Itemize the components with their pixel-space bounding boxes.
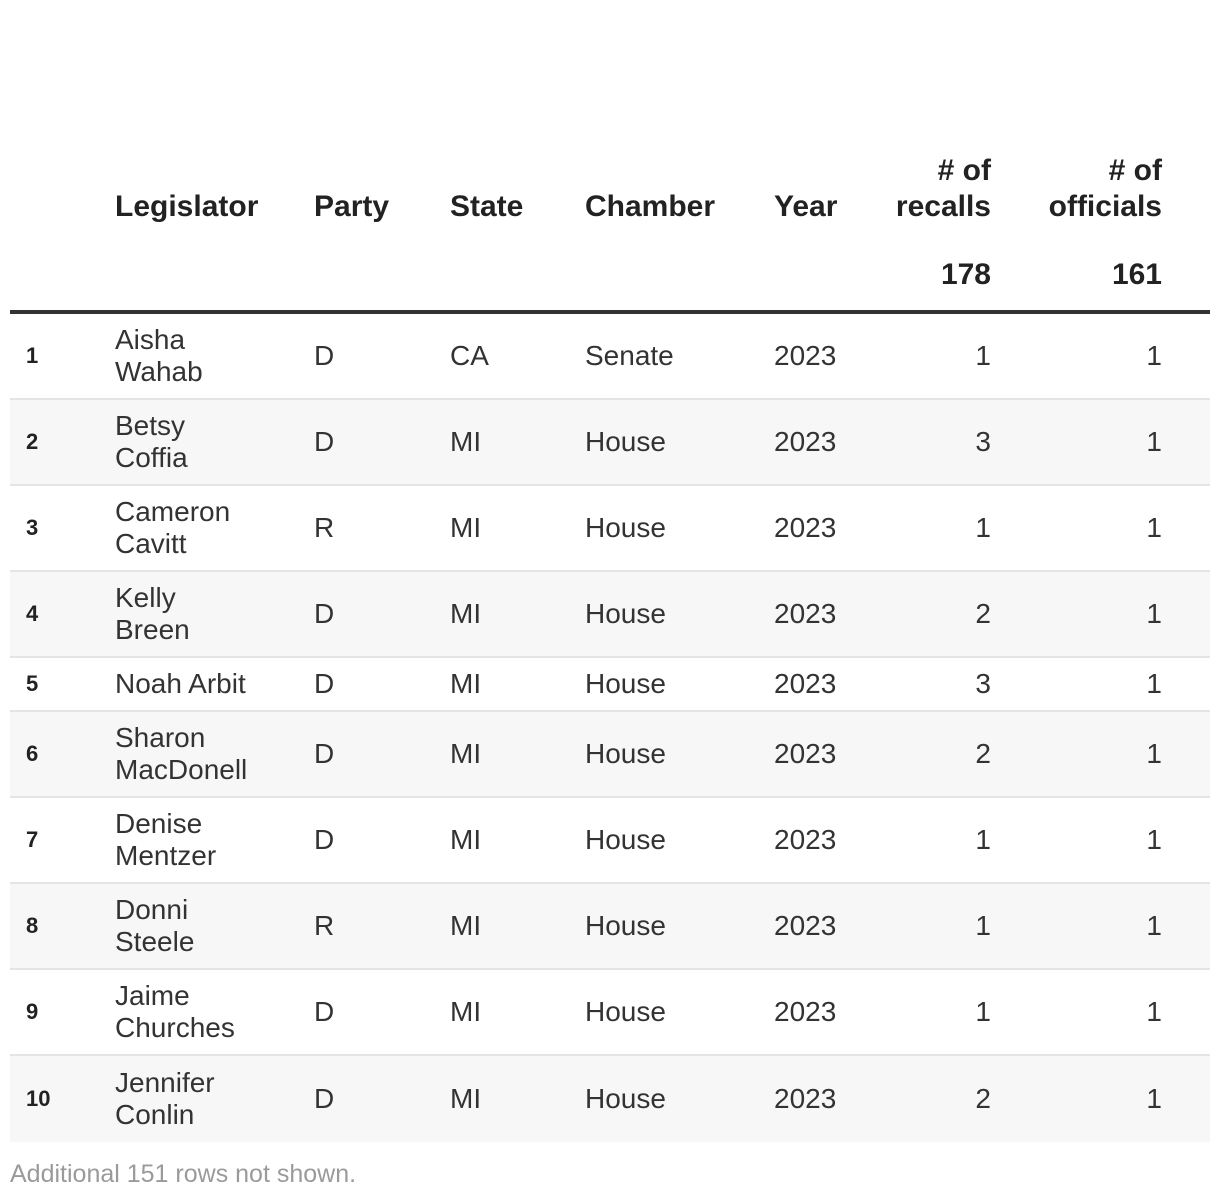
row-legislator: Noah Arbit [115, 668, 246, 699]
row-recalls: 1 [975, 340, 991, 371]
rows-not-shown-note: Additional 151 rows not shown. [10, 1160, 357, 1188]
col-header-recalls-line1: # of [937, 154, 991, 187]
row-rank: 5 [26, 671, 39, 696]
table-row [10, 970, 1210, 1056]
row-chamber: House [585, 910, 666, 941]
table-row [10, 486, 1210, 572]
col-header-year[interactable]: Year [774, 190, 838, 223]
table-row [10, 712, 1210, 798]
row-chamber: House [585, 426, 666, 457]
row-state: MI [450, 512, 482, 543]
total-recalls: 178 [940, 258, 991, 291]
row-recalls: 1 [975, 824, 991, 855]
row-rank: 8 [26, 913, 39, 938]
row-recalls: 2 [975, 738, 991, 769]
row-state: MI [450, 738, 482, 769]
row-party: D [314, 340, 335, 371]
row-recalls: 3 [975, 668, 991, 699]
row-legislator: Sharon MacDonell [115, 722, 248, 785]
row-rank: 1 [26, 343, 39, 368]
row-year: 2023 [774, 668, 837, 699]
row-party: D [314, 738, 335, 769]
row-rank: 3 [26, 515, 39, 540]
table-row [10, 658, 1210, 712]
row-rank: 9 [26, 999, 39, 1024]
table-row [10, 1056, 1210, 1142]
row-party: R [314, 910, 335, 941]
row-officials: 1 [1146, 426, 1162, 457]
row-chamber: House [585, 668, 666, 699]
row-officials: 1 [1146, 1083, 1162, 1114]
row-state: MI [450, 910, 482, 941]
row-state: MI [450, 598, 482, 629]
row-recalls: 2 [975, 598, 991, 629]
row-year: 2023 [774, 738, 837, 769]
row-party: D [314, 1083, 335, 1114]
row-chamber: House [585, 598, 666, 629]
row-year: 2023 [774, 598, 837, 629]
row-year: 2023 [774, 426, 837, 457]
col-header-officials-line1: # of [1108, 154, 1162, 187]
col-header-chamber[interactable]: Chamber [585, 190, 716, 223]
row-officials: 1 [1146, 824, 1162, 855]
row-state: MI [450, 668, 482, 699]
row-legislator: Denise Mentzer [115, 808, 217, 871]
row-party: D [314, 598, 335, 629]
row-legislator: Cameron Cavitt [115, 496, 231, 559]
row-party: D [314, 668, 335, 699]
row-state: MI [450, 996, 482, 1027]
row-chamber: House [585, 996, 666, 1027]
row-recalls: 1 [975, 996, 991, 1027]
row-legislator: Aisha Wahab [115, 324, 203, 387]
row-chamber: House [585, 1083, 666, 1114]
col-header-recalls-line2: recalls [895, 190, 991, 223]
row-officials: 1 [1146, 668, 1162, 699]
col-header-party[interactable]: Party [314, 190, 390, 223]
row-rank: 7 [26, 827, 39, 852]
col-header-legislator[interactable]: Legislator [115, 190, 259, 223]
row-state: MI [450, 426, 482, 457]
row-recalls: 1 [975, 512, 991, 543]
row-officials: 1 [1146, 738, 1162, 769]
col-header-recalls[interactable] [870, 153, 991, 225]
row-legislator: Kelly Breen [115, 582, 190, 645]
row-party: R [314, 512, 335, 543]
row-legislator: Jennifer Conlin [115, 1067, 215, 1130]
table-row [10, 798, 1210, 884]
row-year: 2023 [774, 910, 837, 941]
row-party: D [314, 996, 335, 1027]
table-body [10, 314, 1210, 1142]
row-rank: 4 [26, 601, 39, 626]
row-state: MI [450, 1083, 482, 1114]
row-chamber: House [585, 512, 666, 543]
row-officials: 1 [1146, 996, 1162, 1027]
row-recalls: 2 [975, 1083, 991, 1114]
row-year: 2023 [774, 340, 837, 371]
row-party: D [314, 824, 335, 855]
row-chamber: House [585, 824, 666, 855]
col-header-officials[interactable] [1030, 153, 1162, 225]
row-legislator: Jaime Churches [115, 980, 235, 1043]
row-rank: 10 [26, 1086, 51, 1111]
row-officials: 1 [1146, 512, 1162, 543]
row-party: D [314, 426, 335, 457]
row-year: 2023 [774, 824, 837, 855]
row-year: 2023 [774, 1083, 837, 1114]
row-officials: 1 [1146, 598, 1162, 629]
recalls-table [10, 0, 1210, 1142]
row-legislator: Donni Steele [115, 894, 195, 957]
row-recalls: 3 [975, 426, 991, 457]
row-state: MI [450, 824, 482, 855]
table-header [10, 0, 1210, 314]
table-row [10, 314, 1210, 400]
row-chamber: House [585, 738, 666, 769]
row-state: CA [450, 340, 489, 371]
table-row [10, 400, 1210, 486]
row-recalls: 1 [975, 910, 991, 941]
table-row [10, 572, 1210, 658]
row-officials: 1 [1146, 340, 1162, 371]
table-row [10, 884, 1210, 970]
row-officials: 1 [1146, 910, 1162, 941]
col-header-state[interactable]: State [450, 190, 524, 223]
col-header-officials-line2: officials [1048, 190, 1162, 223]
row-rank: 6 [26, 741, 39, 766]
row-chamber: Senate [585, 340, 674, 371]
row-rank: 2 [26, 429, 39, 454]
total-officials: 161 [1111, 258, 1162, 291]
row-year: 2023 [774, 512, 837, 543]
row-year: 2023 [774, 996, 837, 1027]
row-legislator: Betsy Coffia [115, 410, 188, 473]
